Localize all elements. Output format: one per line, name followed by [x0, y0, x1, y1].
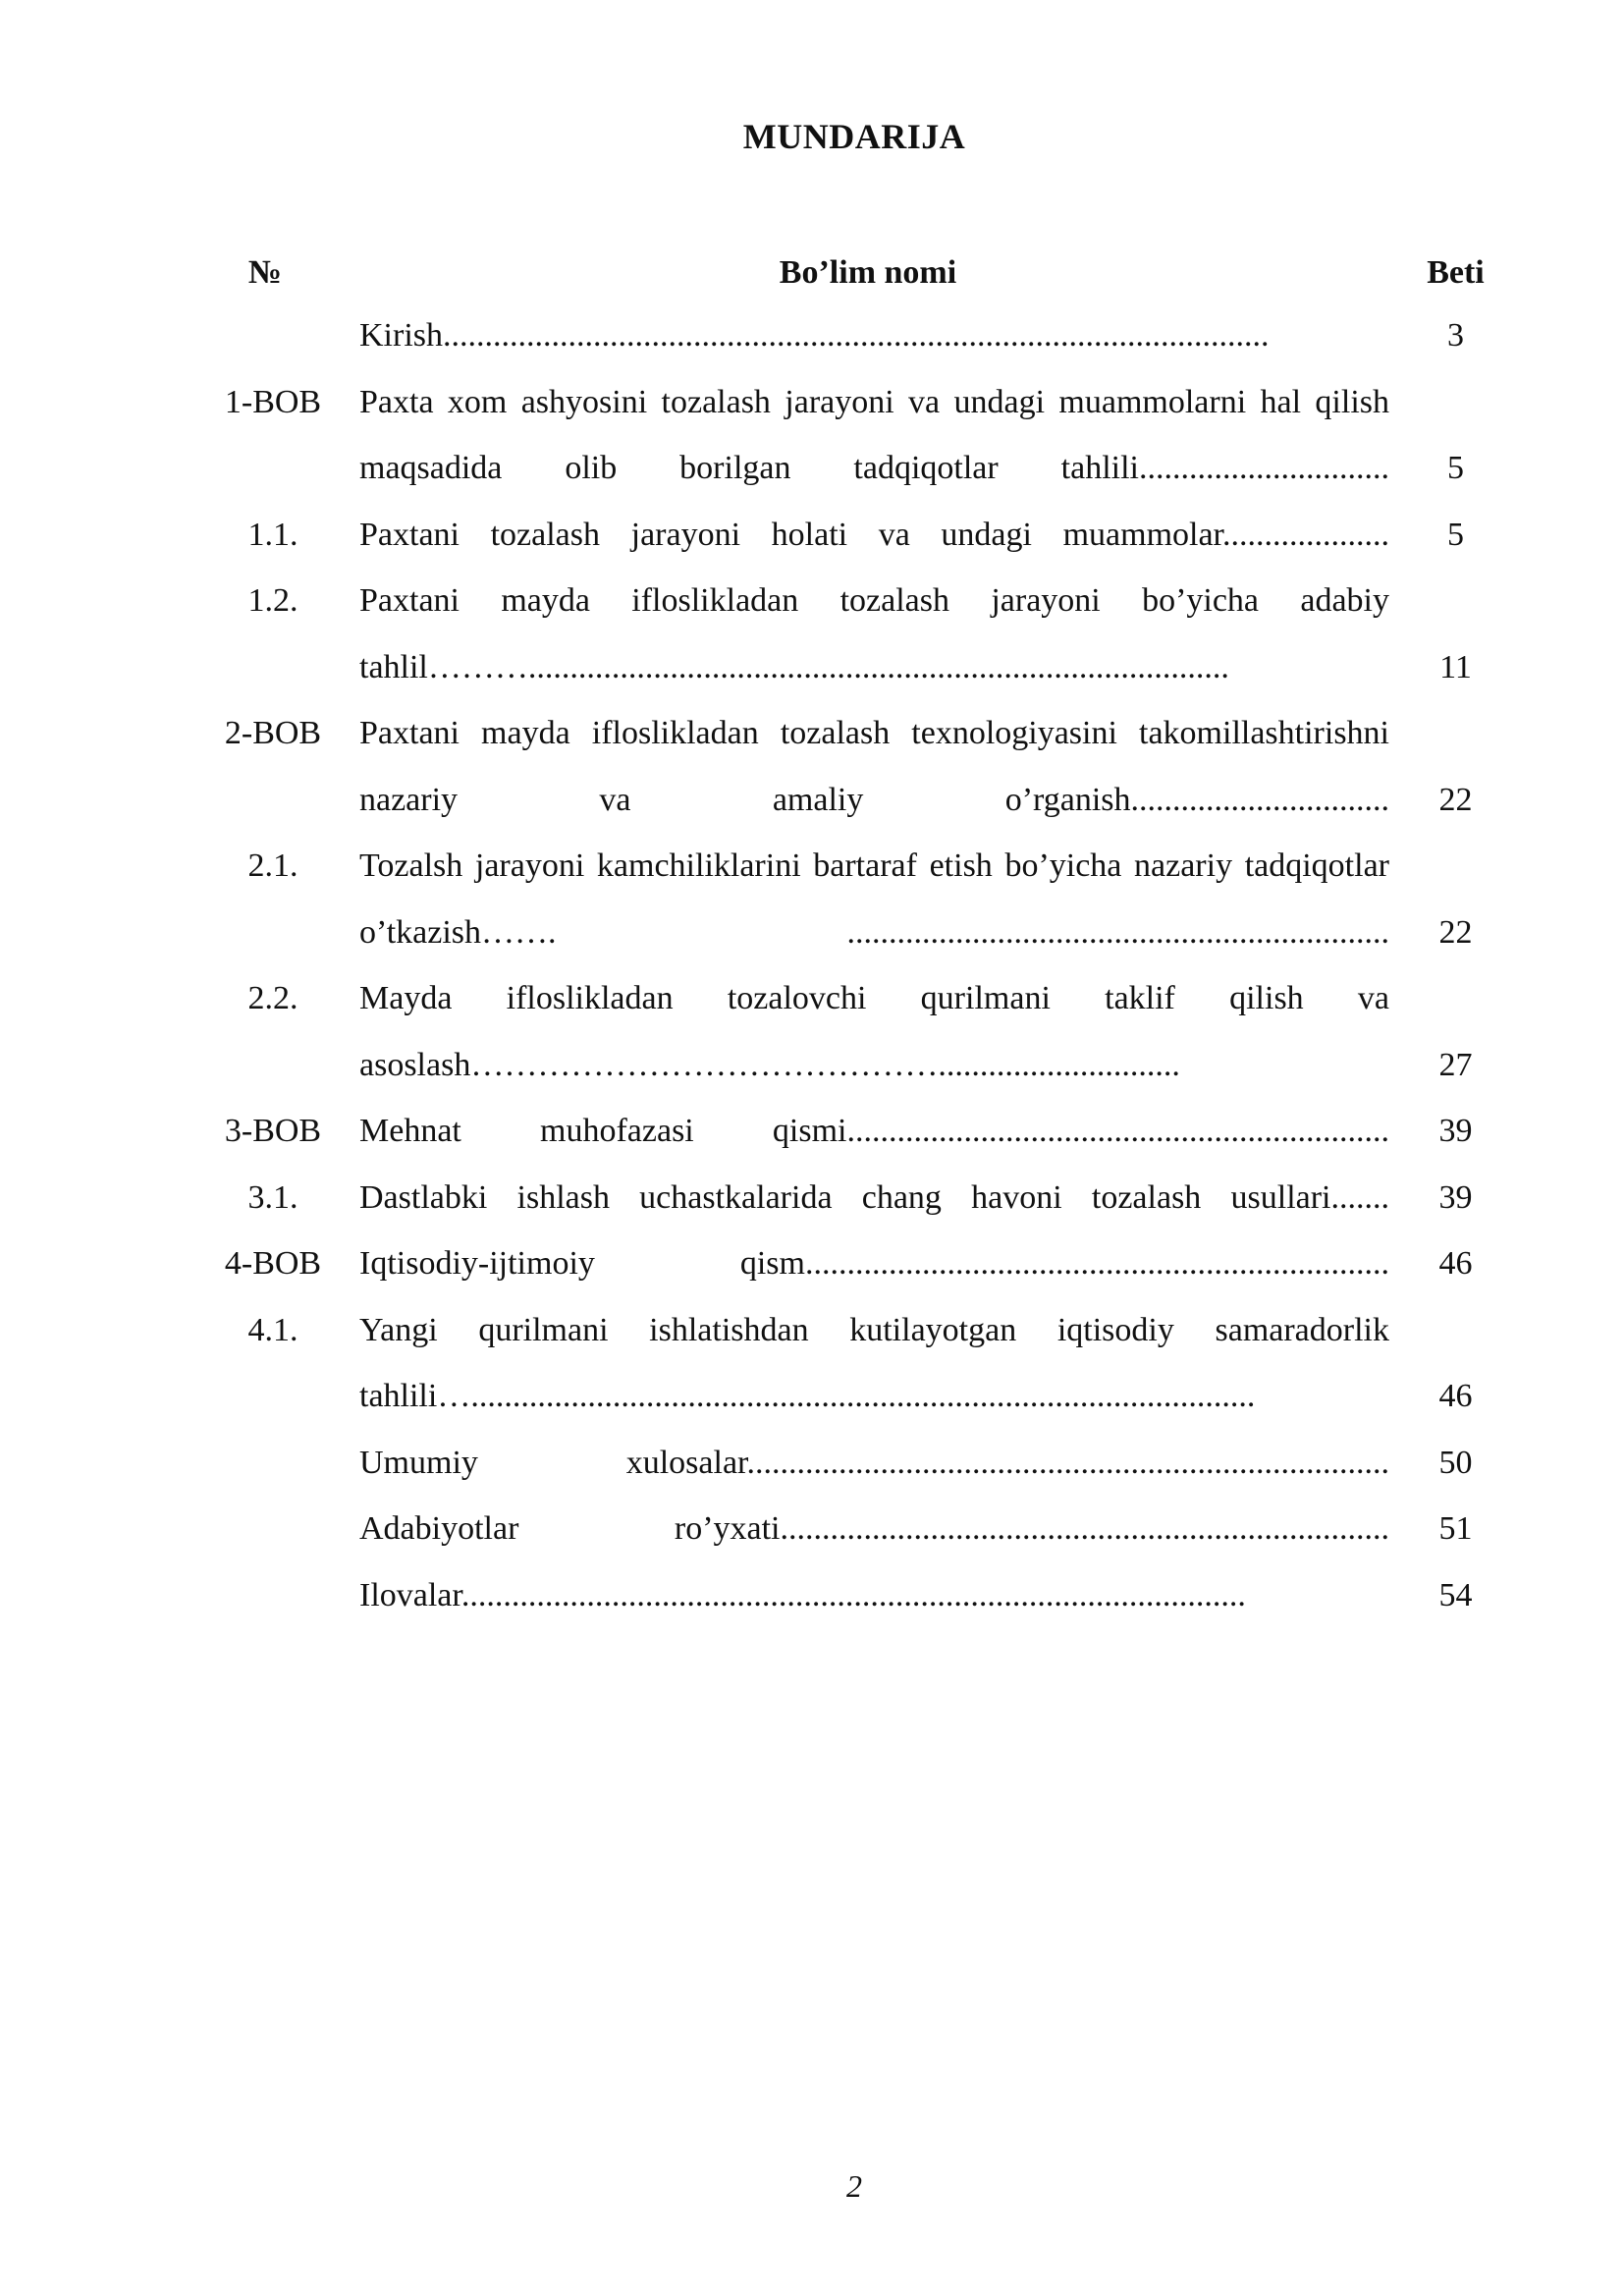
toc-row-page: 11 — [1439, 648, 1472, 685]
toc-row-number-text: 3-BOB — [224, 1113, 322, 1149]
toc-row-number-text: 2.2. — [247, 980, 298, 1016]
toc-row-page: 5 — [1447, 450, 1464, 486]
toc-row — [187, 302, 1522, 369]
toc-row — [187, 700, 1522, 833]
toc-row-title: Paxtani mayda ifloslikladan tozalash jarayoni bo’yicha adabiy tahlil……….................................................................................... — [359, 582, 1389, 685]
toc-row-title: Paxtani tozalash jarayoni holati va undagi muammolar.................... — [359, 516, 1389, 553]
toc-row-number — [187, 502, 347, 569]
toc-row-page: 51 — [1438, 1510, 1473, 1547]
toc-row-number — [187, 369, 347, 436]
toc-row-title: Iqtisodiy-ijtimoiy qism...................................................................... — [359, 1245, 1389, 1282]
toc-row-title: Yangi qurilmani ishlatishdan kutilayotgan iqtisodiy samaradorlik tahlili….............................................................................................. — [359, 1311, 1389, 1414]
toc-row-number — [187, 302, 347, 369]
toc-row — [187, 1165, 1522, 1231]
toc-header-row — [187, 244, 1522, 302]
toc-row-number — [187, 1562, 347, 1629]
toc-row-page: 46 — [1438, 1245, 1473, 1282]
toc-row-title: Umumiy xulosalar............................................................................. — [359, 1444, 1389, 1481]
toc-row-title: Dastlabki ishlash uchastkalarida chang havoni tozalash usullari....... — [359, 1178, 1389, 1216]
document-title: MUNDARIJA — [742, 117, 966, 156]
toc-row-number-text: 1-BOB — [224, 383, 322, 420]
toc-row-number-text: 1.2. — [247, 582, 298, 619]
toc-row-page: 39 — [1438, 1178, 1473, 1216]
toc-row-number — [187, 1230, 347, 1297]
toc-row-number — [187, 965, 347, 1032]
toc-row-number-text: 2.1. — [247, 847, 298, 884]
toc-row-title: Paxtani mayda ifloslikladan tozalash texnologiyasini takomillashtirishni nazariy va amaliy o’rganish............................... — [359, 715, 1389, 818]
toc-row-number-text: 4-BOB — [224, 1245, 322, 1282]
toc-row-page: 3 — [1447, 317, 1464, 354]
toc-row-number-text: 2-BOB — [224, 715, 322, 751]
toc-row — [187, 1230, 1522, 1297]
toc-row-number — [187, 1496, 347, 1562]
toc-row-page: 27 — [1438, 1046, 1473, 1083]
toc-row-title: Kirish................................................................................................... — [359, 317, 1270, 354]
toc-row-number-text: 3.1. — [247, 1178, 298, 1216]
toc-row-number — [187, 568, 347, 634]
toc-row — [187, 965, 1522, 1098]
toc-row — [187, 568, 1522, 700]
toc-row-title: Tozalsh jarayoni kamchiliklarini bartaraf etish bo’yicha nazariy tadqiqotlar o’tkazish……. ................................................................. — [359, 847, 1389, 951]
toc-row-title: Adabiyotlar ro’yxati......................................................................... — [359, 1510, 1389, 1547]
toc-row — [187, 1098, 1522, 1165]
toc-row-number — [187, 1297, 347, 1364]
toc-row-title: Mehnat muhofazasi qismi................................................................. — [359, 1113, 1389, 1149]
toc-row-title: Mayda ifloslikladan tozalovchi qurilmani taklif qilish va asoslash……………………………………............................. — [359, 980, 1389, 1083]
toc-row-page: 22 — [1438, 913, 1473, 951]
toc-row-page: 5 — [1447, 516, 1464, 553]
toc-row-title: Ilovalar.............................................................................................. — [359, 1576, 1246, 1613]
header-number: № — [247, 254, 283, 291]
toc-row-number — [187, 833, 347, 900]
toc-row-page: 46 — [1438, 1378, 1473, 1414]
toc-row-number — [187, 700, 347, 767]
toc-row-number — [187, 1165, 347, 1231]
toc-row-number-text: 1.1. — [247, 516, 298, 553]
toc-row-page: 50 — [1438, 1444, 1473, 1481]
toc-row — [187, 1430, 1522, 1497]
toc-row-number — [187, 1430, 347, 1497]
toc-row-page: 54 — [1438, 1576, 1473, 1613]
toc-row — [187, 1297, 1522, 1430]
toc-row-number — [187, 1098, 347, 1165]
header-page: Beti — [1427, 254, 1485, 291]
toc-row-page: 39 — [1438, 1113, 1473, 1149]
toc-row — [187, 1496, 1522, 1562]
toc-row — [187, 1562, 1522, 1629]
toc-row — [187, 369, 1522, 502]
page-number: 2 — [846, 2168, 862, 2204]
table-of-contents — [187, 244, 1522, 1628]
toc-row — [187, 502, 1522, 569]
toc-row — [187, 833, 1522, 965]
toc-row-number-text: 4.1. — [247, 1311, 298, 1348]
toc-rows — [187, 302, 1522, 1628]
toc-row-title: Paxta xom ashyosini tozalash jarayoni va undagi muammolarni hal qilish maqsadida olib borilgan tadqiqotlar tahlili.............................. — [359, 383, 1389, 486]
header-section-name: Bo’lim nomi — [779, 254, 957, 291]
toc-row-page: 22 — [1438, 781, 1473, 818]
